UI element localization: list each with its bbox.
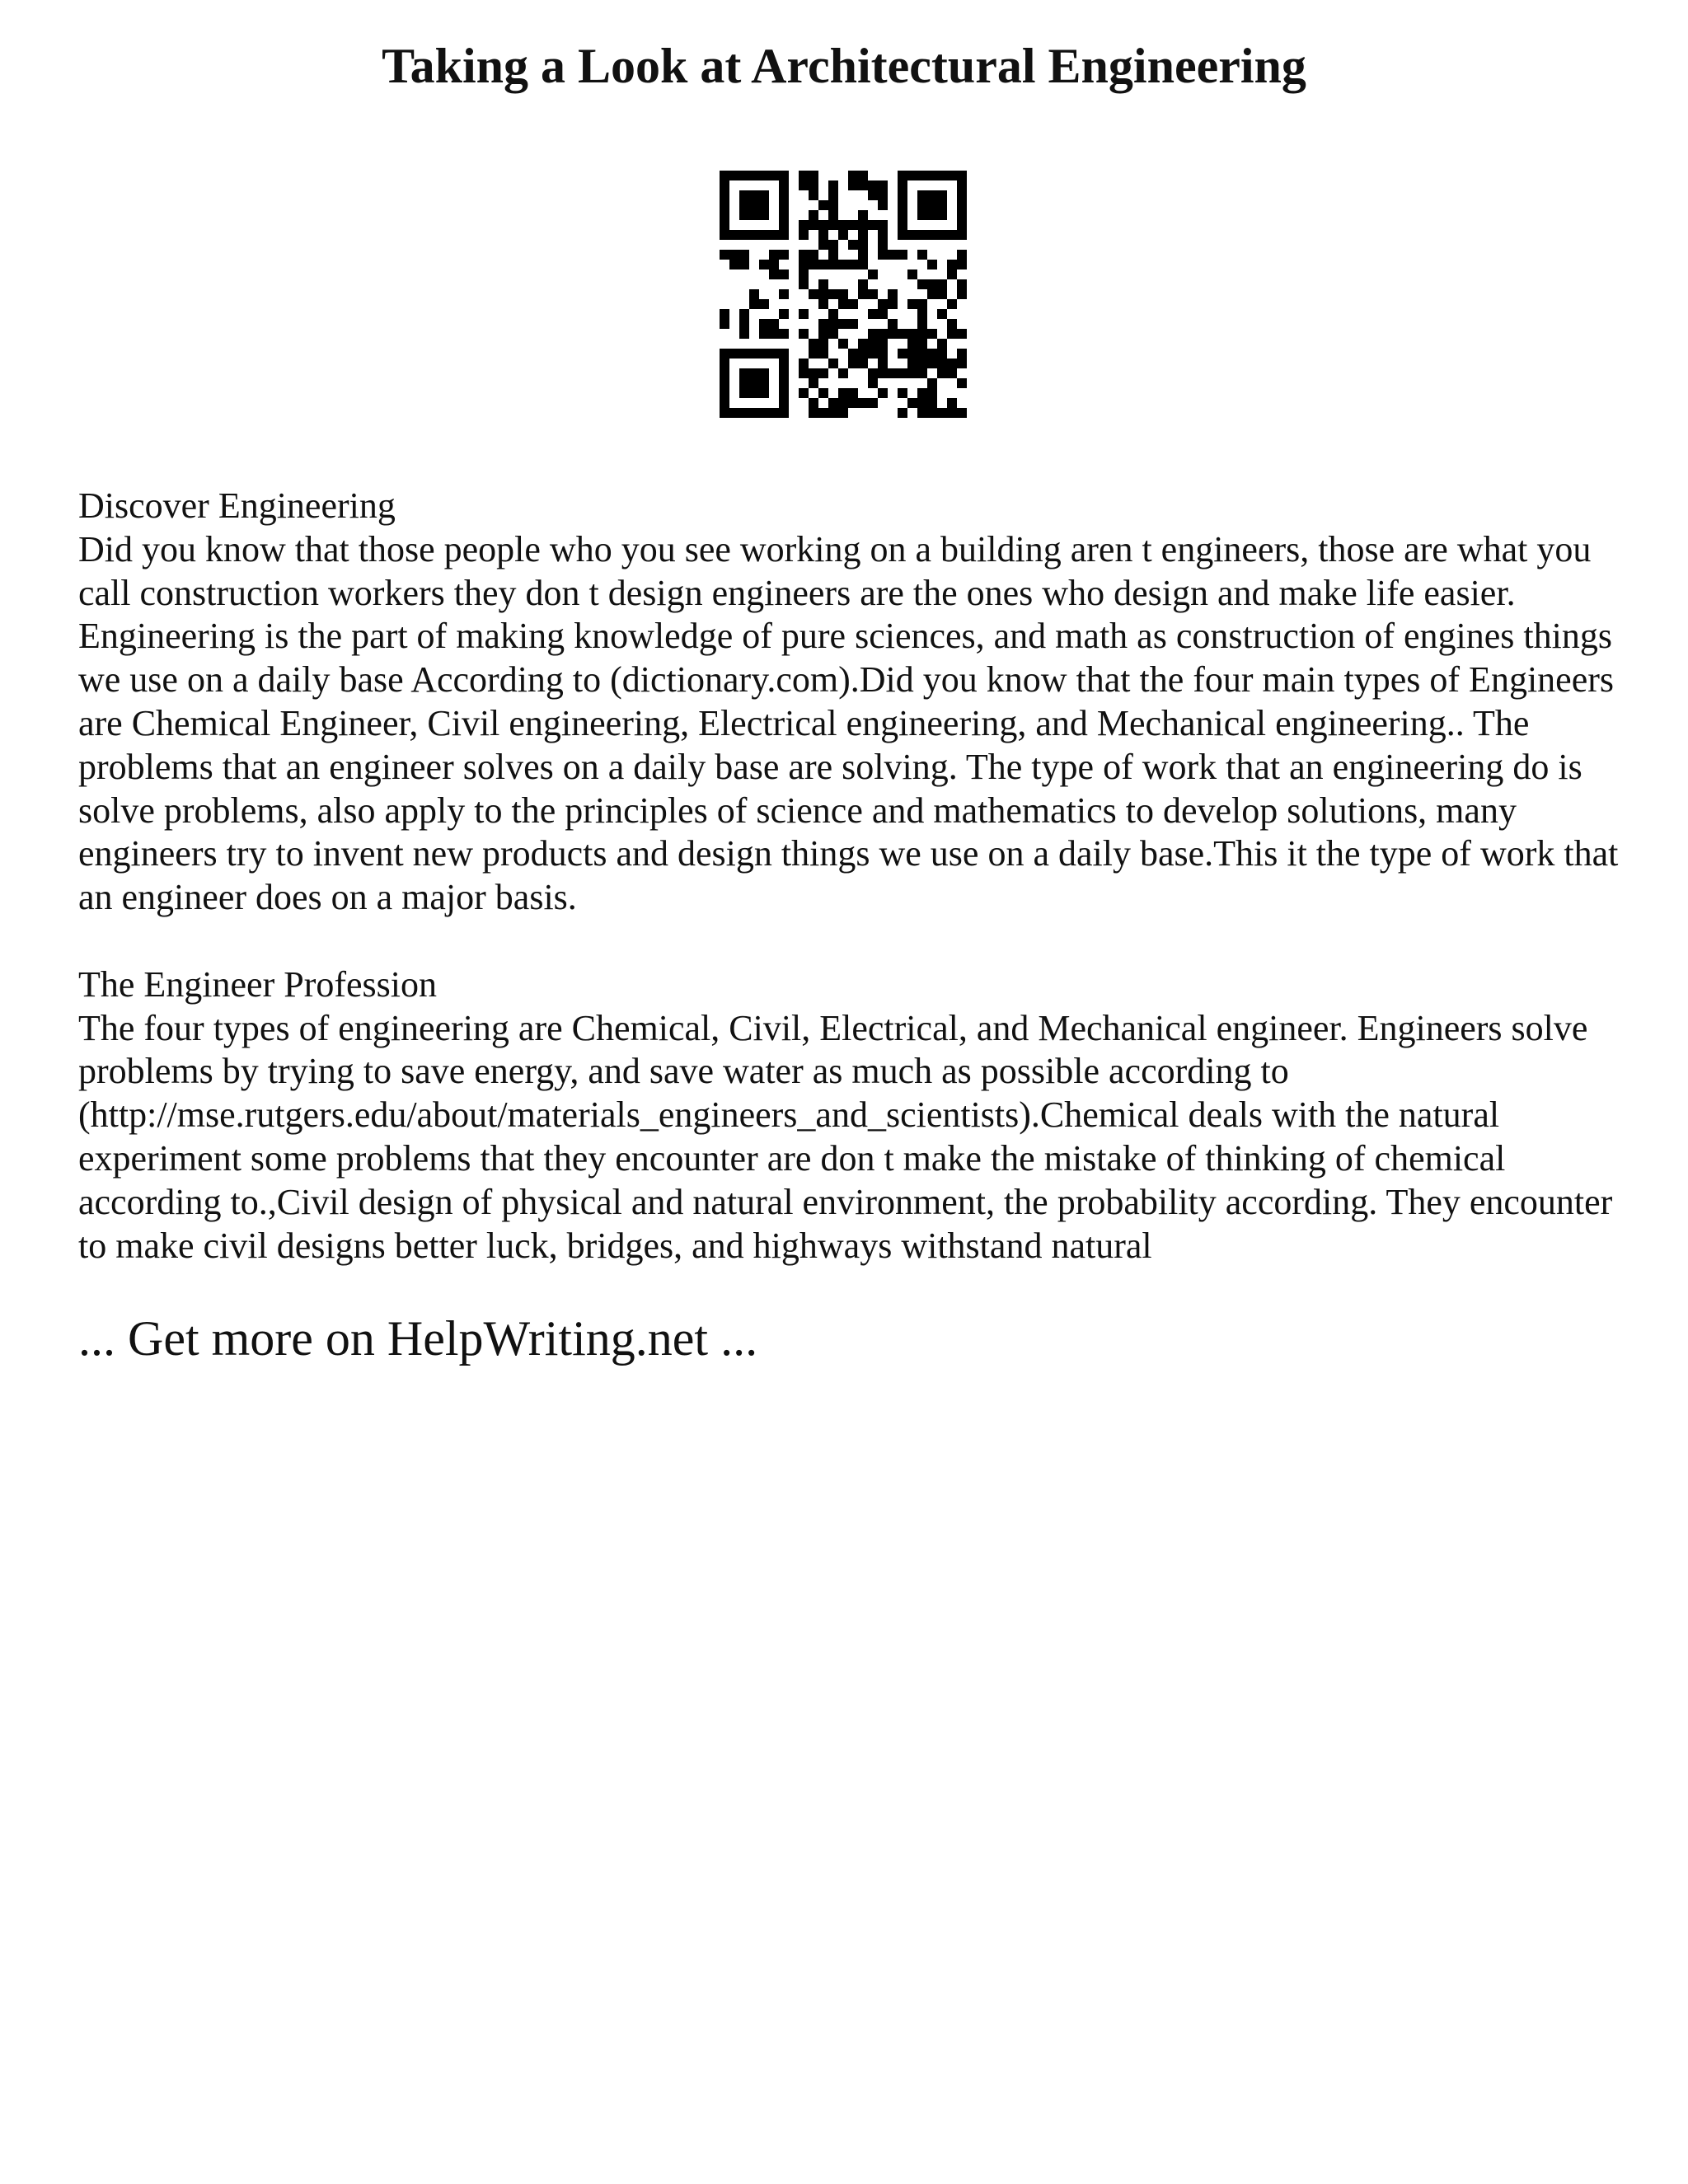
get-more-link[interactable]: ... Get more on HelpWriting.net ...	[78, 1311, 758, 1366]
section-paragraph: Did you know that those people who you see working on a building aren t engineers, those are what you call construction workers they don t design engineers are the ones who design and make life easier. Engineering is the part of making knowledge of pure sciences, and math as construction of engines things we use on a daily base According to (dictionary.com).Did you know that the four main types of Engineers are Chemical Engineer, Civil engineering, Electrical engineering, and Mechanical engineering.. The problems that an engineer solves on a daily base are solving. The type of work that an engineering do is solve problems, also apply to the principles of science and mathematics to develop solutions, many engineers try to invent new products and design things we use on a daily base.This it the type of work that an engineer does on a major basis.	[78, 528, 1619, 918]
document-body	[78, 485, 1628, 1268]
section-discover-engineering	[78, 485, 1628, 920]
section-engineer-profession	[78, 963, 1628, 1268]
section-paragraph: The four types of engineering are Chemical, Civil, Electrical, and Mechanical engineer. Engineers solve problems by trying to save energy, and save water as much as possible according to (http://mse.rutgers.edu/about/materials_engineers_and_scientists).Chemical deals with the natural experiment some problems that they encounter are don t make the mistake of thinking of chemical according to.,Civil design of physical and natural environment, the probability according. They encounter to make civil designs better luck, bridges, and highways withstand natural	[78, 1007, 1613, 1266]
page-title: Taking a Look at Architectural Engineering	[382, 39, 1306, 93]
qr-code-icon	[720, 171, 967, 418]
section-heading: The Engineer Profession	[78, 963, 437, 1005]
section-spacer	[78, 920, 1628, 963]
section-heading: Discover Engineering	[78, 485, 396, 526]
